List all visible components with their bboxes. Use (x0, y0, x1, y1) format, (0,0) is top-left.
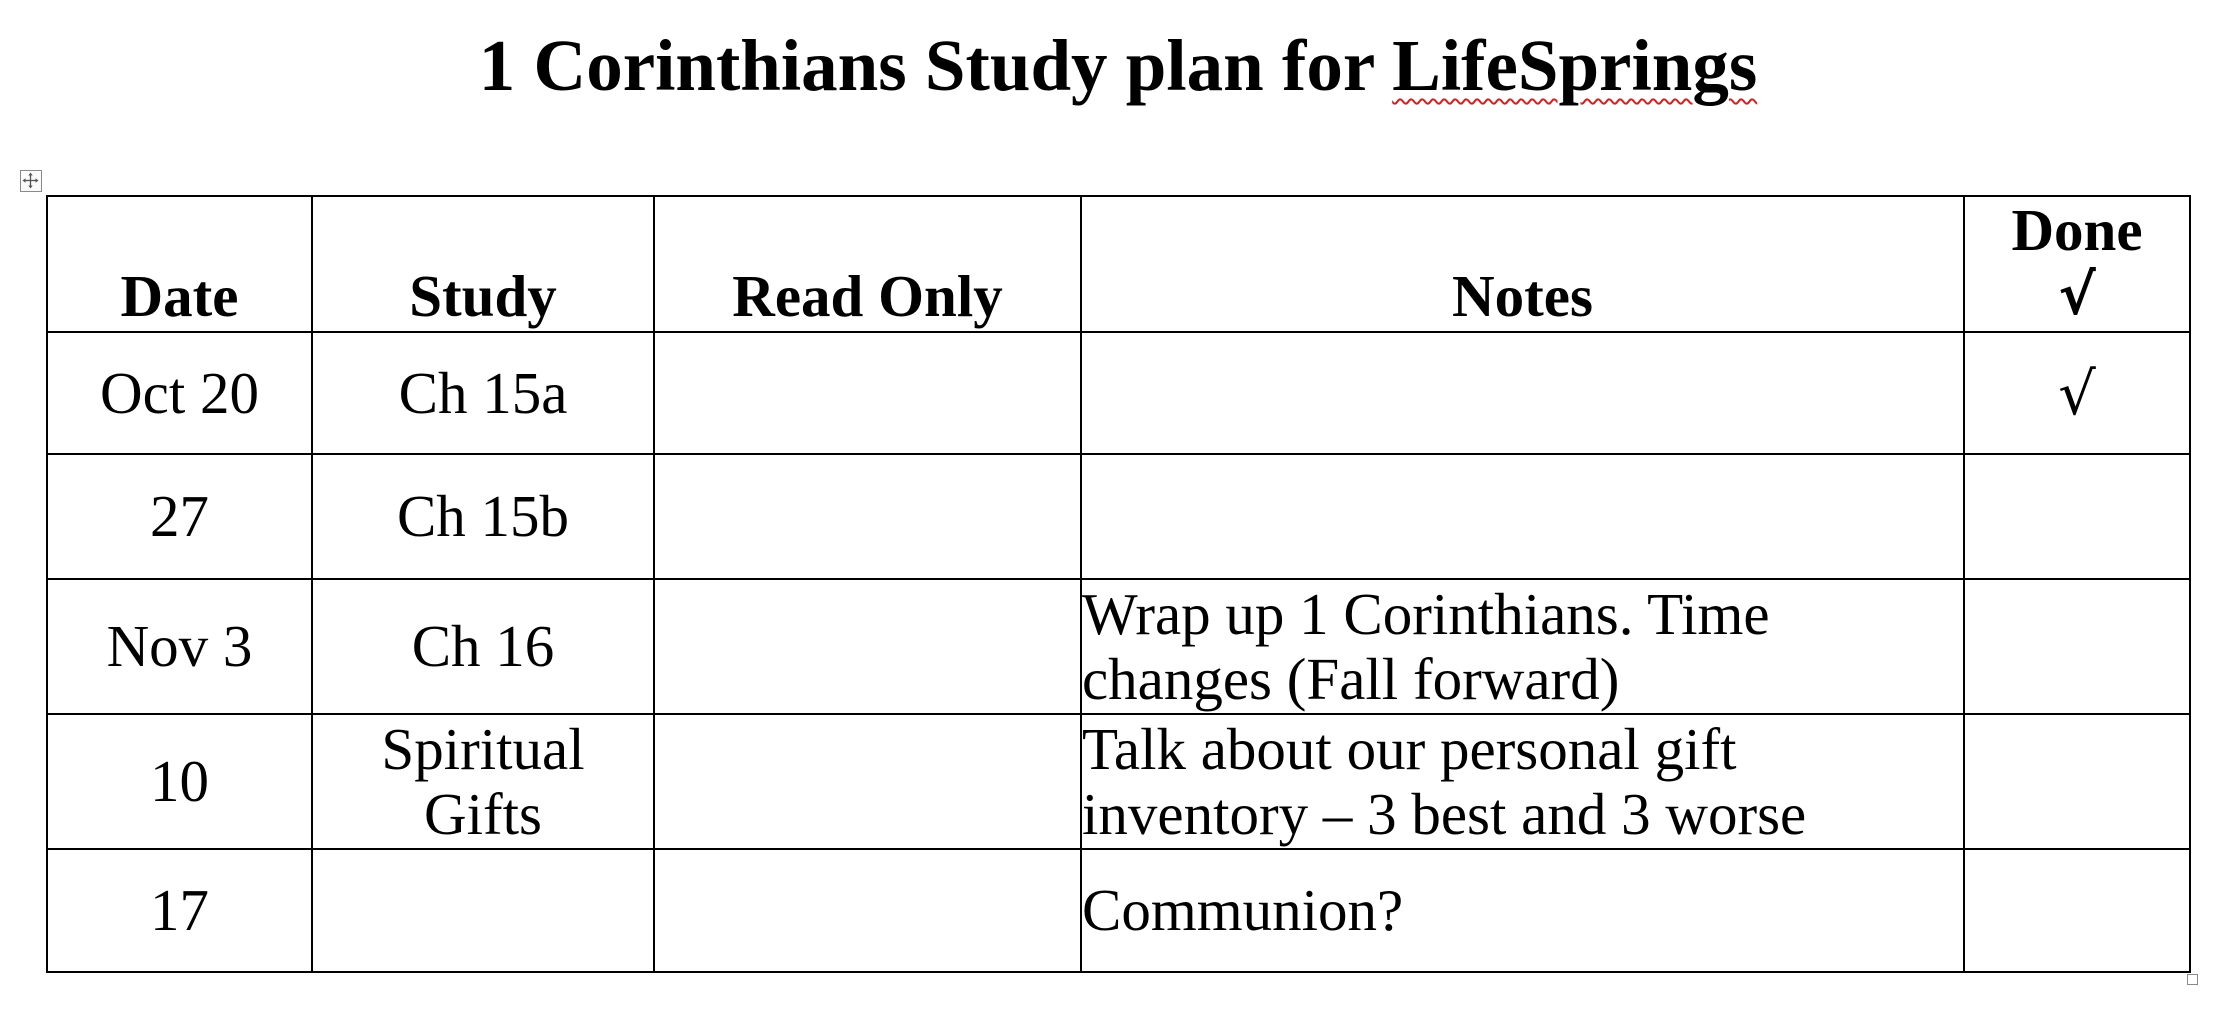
cell-date[interactable]: 17 (47, 849, 312, 972)
header-done-check: √ (2058, 263, 2096, 328)
cell-read-only[interactable] (654, 454, 1081, 579)
header-study: Study (312, 196, 654, 332)
study-plan-table (46, 195, 2191, 973)
table-resize-handle[interactable] (2187, 974, 2198, 985)
document-title (0, 18, 2220, 114)
cell-study[interactable] (312, 849, 654, 972)
cell-study[interactable]: Ch 15b (312, 454, 654, 579)
header-done (1964, 196, 2190, 332)
table-row (47, 714, 2190, 849)
header-read-only: Read Only (654, 196, 1081, 332)
cell-date[interactable]: 10 (47, 714, 312, 849)
table-row (47, 579, 2190, 714)
header-notes: Notes (1081, 196, 1964, 332)
cell-read-only[interactable] (654, 332, 1081, 454)
cell-done[interactable] (1964, 454, 2190, 579)
cell-study[interactable]: Spiritual Gifts (312, 714, 654, 849)
title-text: 1 Corinthians Study plan for (478, 25, 1393, 106)
cell-notes[interactable]: Wrap up 1 Corinthians. Time changes (Fall forward) (1081, 579, 1964, 714)
cell-notes[interactable]: Talk about our personal gift inventory – 3 best and 3 worse (1081, 714, 1964, 849)
cell-read-only[interactable] (654, 849, 1081, 972)
header-date: Date (47, 196, 312, 332)
cell-notes[interactable] (1081, 332, 1964, 454)
cell-done[interactable] (1964, 714, 2190, 849)
cell-read-only[interactable] (654, 714, 1081, 849)
table-row (47, 454, 2190, 579)
cell-done[interactable] (1964, 579, 2190, 714)
cell-notes[interactable] (1081, 454, 1964, 579)
cell-notes[interactable]: Communion? (1081, 849, 1964, 972)
cell-study[interactable]: Ch 15a (312, 332, 654, 454)
move-arrows-icon (21, 171, 40, 190)
cell-done[interactable]: √ (1964, 332, 2190, 454)
cell-study[interactable]: Ch 16 (312, 579, 654, 714)
cell-read-only[interactable] (654, 579, 1081, 714)
table-row (47, 849, 2190, 972)
cell-date[interactable]: Oct 20 (47, 332, 312, 454)
cell-done[interactable] (1964, 849, 2190, 972)
table-row (47, 332, 2190, 454)
cell-date[interactable]: 27 (47, 454, 312, 579)
table-move-handle[interactable] (20, 170, 42, 192)
cell-date[interactable]: Nov 3 (47, 579, 312, 714)
title-spellcheck-word[interactable]: LifeSprings (1392, 25, 1758, 106)
header-done-label: Done (2011, 197, 2143, 263)
table-header-row (47, 196, 2190, 332)
